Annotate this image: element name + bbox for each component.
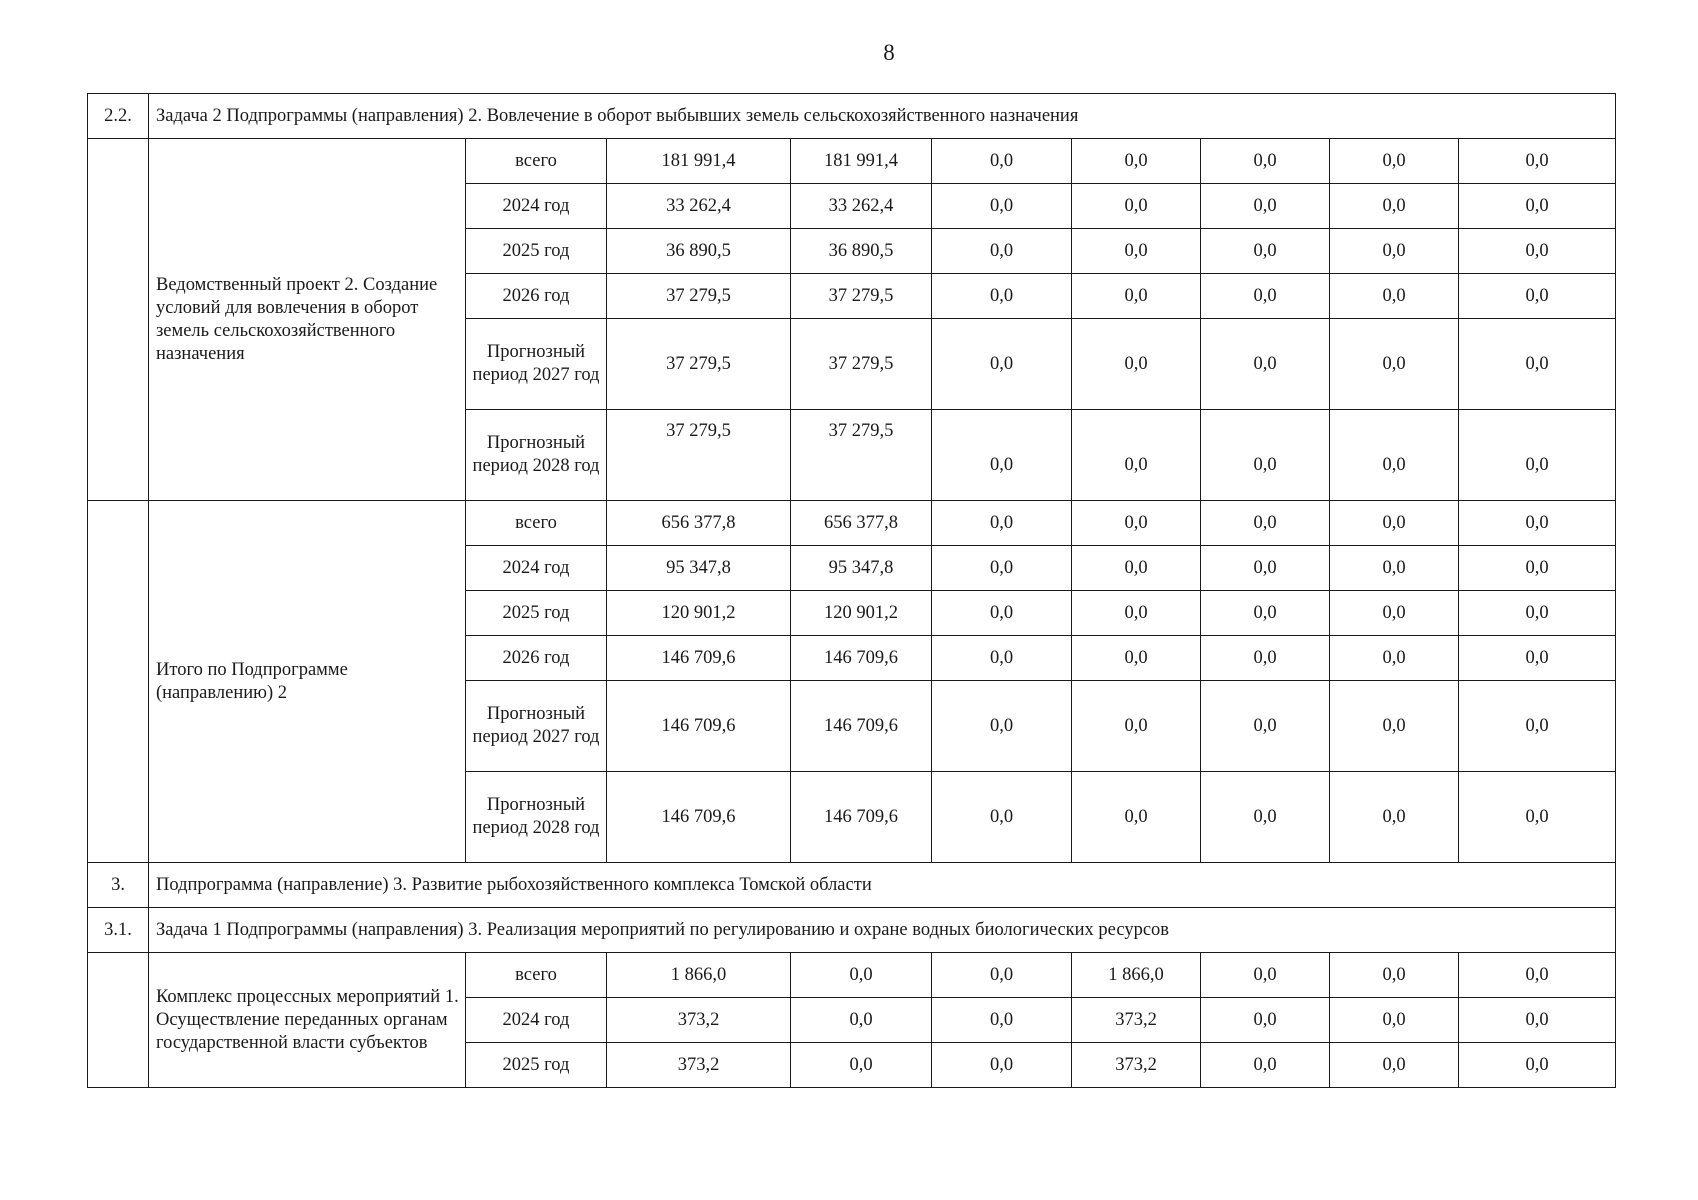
item-name: Комплекс процессных мероприятий 1. Осуществление переданных органам государственной власти субъектов (149, 953, 466, 1088)
value-cell: 0,0 (1072, 319, 1201, 410)
value-cell: 37 279,5 (791, 410, 932, 501)
value-cell: 0,0 (932, 591, 1072, 636)
value-cell: 0,0 (932, 1043, 1072, 1088)
value-cell: 37 279,5 (607, 410, 791, 501)
value-cell: 656 377,8 (791, 501, 932, 546)
value-cell: 0,0 (932, 319, 1072, 410)
value-cell: 373,2 (607, 998, 791, 1043)
table-row (88, 139, 1616, 184)
value-cell: 95 347,8 (791, 546, 932, 591)
value-cell: 146 709,6 (791, 772, 932, 863)
value-cell: 0,0 (1072, 591, 1201, 636)
value-cell: 95 347,8 (607, 546, 791, 591)
value-cell: 0,0 (1330, 546, 1459, 591)
value-cell: 36 890,5 (607, 229, 791, 274)
value-cell: 0,0 (1330, 229, 1459, 274)
value-cell: 373,2 (607, 1043, 791, 1088)
value-cell: 0,0 (1072, 410, 1201, 501)
value-cell: 0,0 (1330, 998, 1459, 1043)
value-cell: 0,0 (791, 953, 932, 998)
value-cell: 0,0 (1201, 274, 1330, 319)
value-cell: 0,0 (1459, 274, 1616, 319)
value-cell: 0,0 (1201, 319, 1330, 410)
value-cell: 0,0 (1201, 1043, 1330, 1088)
value-cell: 0,0 (1201, 636, 1330, 681)
value-cell: 0,0 (932, 636, 1072, 681)
value-cell: 0,0 (1201, 410, 1330, 501)
value-cell: 0,0 (1072, 229, 1201, 274)
period-cell: всего (466, 501, 607, 546)
section-title: Задача 2 Подпрограммы (направления) 2. Вовлечение в оборот выбывших земель сельскохозяйственного назначения (149, 94, 1616, 139)
value-cell: 0,0 (932, 229, 1072, 274)
section-row-subprogram-3 (88, 863, 1616, 908)
value-cell: 37 279,5 (607, 319, 791, 410)
value-cell: 0,0 (1459, 229, 1616, 274)
value-cell: 37 279,5 (791, 319, 932, 410)
value-cell: 181 991,4 (791, 139, 932, 184)
period-cell: 2024 год (466, 546, 607, 591)
value-cell: 0,0 (1201, 229, 1330, 274)
value-cell: 146 709,6 (791, 681, 932, 772)
value-cell: 0,0 (1201, 998, 1330, 1043)
budget-table (87, 93, 1616, 1088)
period-cell: Прогнозный период 2028 год (466, 410, 607, 501)
value-cell: 0,0 (932, 998, 1072, 1043)
value-cell: 146 709,6 (607, 772, 791, 863)
period-cell: 2024 год (466, 998, 607, 1043)
value-cell: 0,0 (791, 998, 932, 1043)
value-cell: 0,0 (1330, 274, 1459, 319)
value-cell: 0,0 (1459, 772, 1616, 863)
period-cell: 2024 год (466, 184, 607, 229)
value-cell: 0,0 (1072, 274, 1201, 319)
value-cell: 120 901,2 (607, 591, 791, 636)
value-cell: 0,0 (1330, 772, 1459, 863)
item-name: Ведомственный проект 2. Создание условий для вовлечения в оборот земель сельскохозяйственного назначения (149, 139, 466, 501)
value-cell: 181 991,4 (607, 139, 791, 184)
value-cell: 146 709,6 (607, 681, 791, 772)
table-row (88, 501, 1616, 546)
section-row-task-2-2 (88, 94, 1616, 139)
value-cell: 0,0 (1072, 772, 1201, 863)
value-cell: 0,0 (932, 410, 1072, 501)
value-cell: 0,0 (1330, 1043, 1459, 1088)
value-cell: 120 901,2 (791, 591, 932, 636)
section-title: Подпрограмма (направление) 3. Развитие рыбохозяйственного комплекса Томской области (149, 863, 1616, 908)
value-cell: 0,0 (932, 546, 1072, 591)
value-cell: 0,0 (1330, 591, 1459, 636)
value-cell: 0,0 (791, 1043, 932, 1088)
period-cell: 2025 год (466, 591, 607, 636)
value-cell: 0,0 (932, 681, 1072, 772)
value-cell: 1 866,0 (1072, 953, 1201, 998)
item-name: Итого по Подпрограмме (направлению) 2 (149, 501, 466, 863)
period-cell: 2026 год (466, 636, 607, 681)
value-cell: 1 866,0 (607, 953, 791, 998)
period-cell: 2025 год (466, 229, 607, 274)
value-cell: 0,0 (932, 184, 1072, 229)
period-cell: всего (466, 139, 607, 184)
value-cell: 0,0 (1459, 546, 1616, 591)
value-cell: 0,0 (1072, 184, 1201, 229)
value-cell: 0,0 (1459, 591, 1616, 636)
value-cell: 33 262,4 (607, 184, 791, 229)
section-row-task-3-1 (88, 908, 1616, 953)
value-cell: 0,0 (1072, 139, 1201, 184)
value-cell: 0,0 (1201, 681, 1330, 772)
page-number: 8 (883, 40, 895, 65)
value-cell: 36 890,5 (791, 229, 932, 274)
value-cell: 37 279,5 (791, 274, 932, 319)
value-cell: 0,0 (1459, 953, 1616, 998)
value-cell: 373,2 (1072, 1043, 1201, 1088)
value-cell: 0,0 (1330, 139, 1459, 184)
value-cell: 0,0 (1330, 681, 1459, 772)
value-cell: 0,0 (1459, 501, 1616, 546)
period-cell: Прогнозный период 2027 год (466, 681, 607, 772)
period-cell: Прогнозный период 2028 год (466, 772, 607, 863)
table-row (88, 953, 1616, 998)
value-cell: 0,0 (1459, 1043, 1616, 1088)
value-cell: 0,0 (1459, 636, 1616, 681)
value-cell: 0,0 (1201, 591, 1330, 636)
row-number: 3. (88, 863, 149, 908)
period-cell: 2025 год (466, 1043, 607, 1088)
value-cell: 373,2 (1072, 998, 1201, 1043)
period-cell: Прогнозный период 2027 год (466, 319, 607, 410)
value-cell: 0,0 (1330, 636, 1459, 681)
period-cell: 2026 год (466, 274, 607, 319)
value-cell: 0,0 (1201, 184, 1330, 229)
value-cell: 0,0 (932, 139, 1072, 184)
value-cell: 0,0 (1201, 953, 1330, 998)
value-cell: 146 709,6 (607, 636, 791, 681)
value-cell: 0,0 (932, 501, 1072, 546)
value-cell: 0,0 (932, 772, 1072, 863)
value-cell: 0,0 (1201, 772, 1330, 863)
value-cell: 0,0 (1459, 998, 1616, 1043)
value-cell: 0,0 (1330, 319, 1459, 410)
value-cell: 0,0 (1072, 681, 1201, 772)
section-title: Задача 1 Подпрограммы (направления) 3. Реализация мероприятий по регулированию и охране водных биологических ресурсов (149, 908, 1616, 953)
value-cell: 0,0 (1330, 410, 1459, 501)
value-cell: 0,0 (932, 274, 1072, 319)
value-cell: 0,0 (1459, 681, 1616, 772)
value-cell: 0,0 (1201, 546, 1330, 591)
value-cell: 0,0 (1330, 501, 1459, 546)
row-number: 3.1. (88, 908, 149, 953)
value-cell: 0,0 (1459, 184, 1616, 229)
value-cell: 0,0 (1072, 546, 1201, 591)
period-cell: всего (466, 953, 607, 998)
value-cell: 0,0 (1330, 953, 1459, 998)
row-number-empty (88, 139, 149, 501)
value-cell: 0,0 (1459, 410, 1616, 501)
value-cell: 0,0 (932, 953, 1072, 998)
row-number: 2.2. (88, 94, 149, 139)
value-cell: 33 262,4 (791, 184, 932, 229)
value-cell: 0,0 (1459, 139, 1616, 184)
value-cell: 656 377,8 (607, 501, 791, 546)
value-cell: 0,0 (1330, 184, 1459, 229)
row-number-empty (88, 953, 149, 1088)
value-cell: 146 709,6 (791, 636, 932, 681)
row-number-empty (88, 501, 149, 863)
value-cell: 37 279,5 (607, 274, 791, 319)
value-cell: 0,0 (1072, 636, 1201, 681)
value-cell: 0,0 (1201, 139, 1330, 184)
value-cell: 0,0 (1459, 319, 1616, 410)
value-cell: 0,0 (1201, 501, 1330, 546)
value-cell: 0,0 (1072, 501, 1201, 546)
